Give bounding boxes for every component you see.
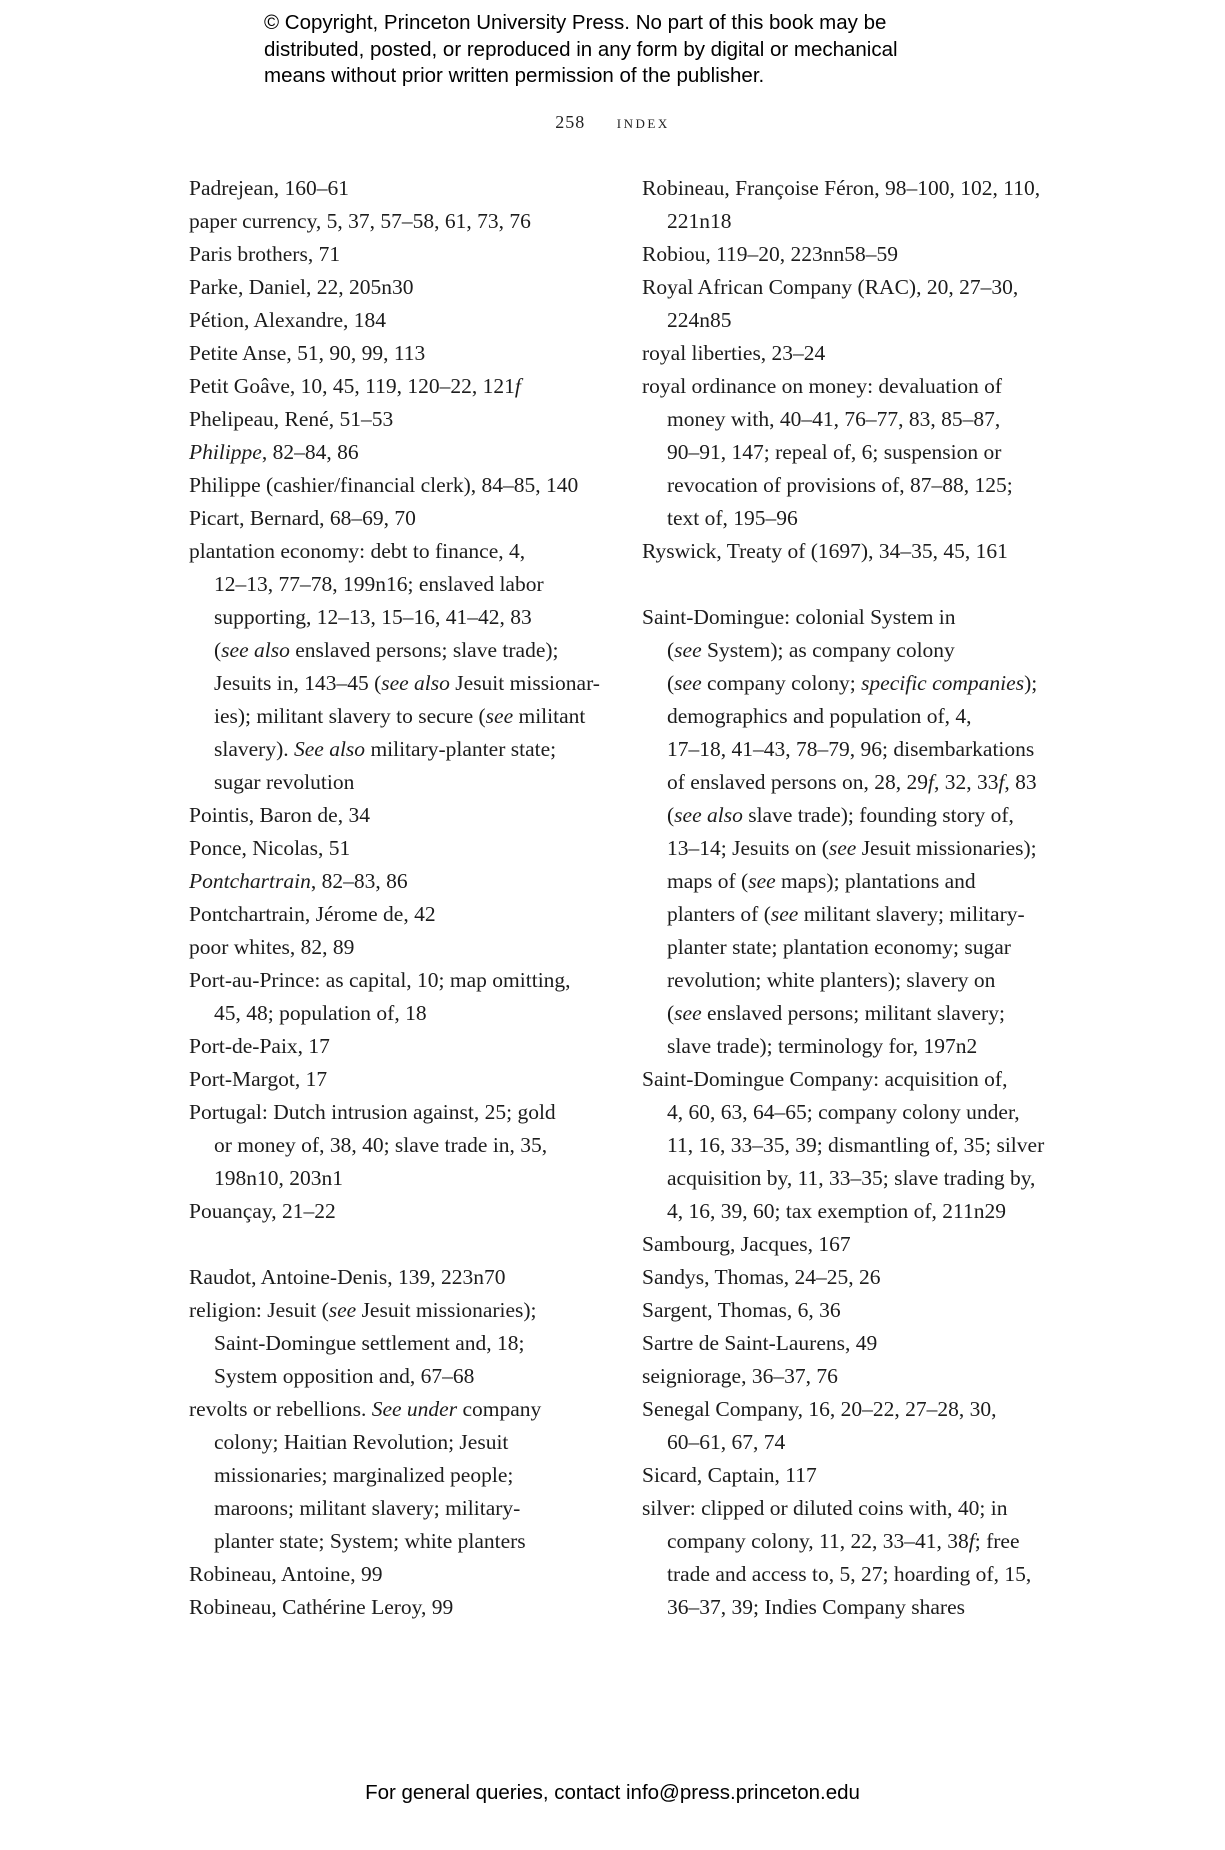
entry-text: 12–13, 77–78, 199n16; enslaved labor <box>214 572 544 596</box>
entry-text: Pontchartrain, Jérome de, 42 <box>189 902 436 926</box>
entry-text: royal ordinance on money: devaluation of <box>642 374 1003 398</box>
entry-text: , 82–83, 86 <box>310 869 408 893</box>
entry-line <box>642 766 1072 799</box>
entry-text: trade and access to, 5, 27; hoarding of, 15, <box>667 1562 1032 1586</box>
italic-text: See under <box>371 1397 458 1421</box>
index-section <box>642 172 1072 568</box>
entry-text: missionaries; marginalized people; <box>214 1463 514 1487</box>
index-entry <box>642 1228 1072 1261</box>
italic-text: see <box>828 836 857 860</box>
entry-line <box>189 1426 619 1459</box>
entry-line <box>642 1327 1072 1360</box>
entry-line <box>642 1195 1072 1228</box>
entry-text: royal liberties, 23–24 <box>642 341 826 365</box>
entry-text: 45, 48; population of, 18 <box>214 1001 427 1025</box>
entry-text: Phelipeau, René, 51–53 <box>189 407 394 431</box>
entry-text: Sargent, Thomas, 6, 36 <box>642 1298 841 1322</box>
entry-text: 11, 16, 33–35, 39; dismantling of, 35; silver <box>667 1133 1045 1157</box>
entry-text: Senegal Company, 16, 20–22, 27–28, 30, <box>642 1397 997 1421</box>
entry-text: Robineau, Antoine, 99 <box>189 1562 383 1586</box>
entry-line <box>642 865 1072 898</box>
index-entry <box>642 238 1072 271</box>
entry-text: ; free <box>974 1529 1020 1553</box>
entry-line <box>642 898 1072 931</box>
entry-line <box>642 1459 1072 1492</box>
entry-line <box>642 1096 1072 1129</box>
index-section <box>642 601 1072 1624</box>
index-entry <box>642 1327 1072 1360</box>
entry-text: Pétion, Alexandre, 184 <box>189 308 387 332</box>
entry-text: plantation economy: debt to finance, 4, <box>189 539 526 563</box>
entry-text: money with, 40–41, 76–77, 83, 85–87, <box>667 407 1001 431</box>
entry-text: Jesuit missionaries); <box>356 1298 537 1322</box>
entry-text: company colony, 11, 22, 33–41, 38 <box>667 1529 969 1553</box>
index-entry <box>189 535 619 799</box>
entry-text: Sartre de Saint-Laurens, 49 <box>642 1331 878 1355</box>
index-entry <box>189 1261 619 1294</box>
italic-text: f <box>968 1529 975 1553</box>
entry-text: or money of, 38, 40; slave trade in, 35, <box>214 1133 548 1157</box>
entry-line <box>642 370 1072 403</box>
entry-line <box>189 502 619 535</box>
entry-line <box>189 1327 619 1360</box>
entry-text: Philippe (cashier/financial clerk), 84–85, 140 <box>189 473 579 497</box>
index-entry <box>189 1195 619 1228</box>
footer-contact: For general queries, contact info@press.princeton.edu <box>365 1781 860 1804</box>
index-entry <box>189 271 619 304</box>
entry-line <box>189 1459 619 1492</box>
entry-text: 224n85 <box>667 308 732 332</box>
entry-text: slave trade); terminology for, 197n2 <box>667 1034 978 1058</box>
entry-text: ies); militant slavery to secure ( <box>214 704 486 728</box>
entry-text: Saint-Domingue Company: acquisition of, <box>642 1067 1008 1091</box>
entry-line <box>642 931 1072 964</box>
entry-text: text of, 195–96 <box>667 506 798 530</box>
entry-text: Paris brothers, 71 <box>189 242 341 266</box>
entry-text: Sicard, Captain, 117 <box>642 1463 817 1487</box>
entry-text: , 83 <box>1004 770 1037 794</box>
entry-line <box>189 271 619 304</box>
entry-text: military-planter state; <box>365 737 557 761</box>
entry-text: maps); plantations and <box>775 869 976 893</box>
entry-text: Robineau, Françoise Féron, 98–100, 102, 110, <box>642 176 1041 200</box>
entry-line <box>189 172 619 205</box>
entry-text: ( <box>667 803 675 827</box>
entry-line <box>189 469 619 502</box>
index-section <box>189 1261 619 1624</box>
entry-text: System opposition and, 67–68 <box>214 1364 475 1388</box>
entry-text: 17–18, 41–43, 78–79, 96; disembarkations <box>667 737 1035 761</box>
entry-line <box>642 1525 1072 1558</box>
page-number: 258 <box>555 112 586 132</box>
entry-text: 90–91, 147; repeal of, 6; suspension or <box>667 440 1002 464</box>
entry-text: Robineau, Cathérine Leroy, 99 <box>189 1595 454 1619</box>
entry-line <box>642 1591 1072 1624</box>
entry-line <box>189 799 619 832</box>
entry-line <box>642 1162 1072 1195</box>
entry-text: , 82–84, 86 <box>261 440 359 464</box>
entry-text: acquisition by, 11, 33–35; slave trading by, <box>667 1166 1036 1190</box>
entry-text: planters of ( <box>667 902 771 926</box>
entry-line <box>189 1558 619 1591</box>
entry-text: ( <box>667 671 675 695</box>
entry-line <box>642 502 1072 535</box>
entry-line <box>642 1558 1072 1591</box>
entry-line <box>189 931 619 964</box>
entry-text: ( <box>214 638 222 662</box>
entry-text: Royal African Company (RAC), 20, 27–30, <box>642 275 1019 299</box>
entry-line <box>642 1426 1072 1459</box>
index-entry <box>642 1261 1072 1294</box>
entry-line <box>189 964 619 997</box>
italic-text: Philippe <box>189 440 262 464</box>
index-entry <box>189 403 619 436</box>
italic-text: see <box>674 671 702 695</box>
entry-text: Ryswick, Treaty of (1697), 34–35, 45, 161 <box>642 539 1008 563</box>
entry-text: Raudot, Antoine-Denis, 139, 223n70 <box>189 1265 506 1289</box>
entry-text: Portugal: Dutch intrusion against, 25; gold <box>189 1100 556 1124</box>
entry-line <box>189 1063 619 1096</box>
entry-text: maroons; militant slavery; military- <box>214 1496 521 1520</box>
entry-text: Padrejean, 160–61 <box>189 176 350 200</box>
index-entry <box>642 337 1072 370</box>
italic-text: specific companies <box>861 671 1025 695</box>
index-section <box>189 172 619 1228</box>
entry-line <box>189 1162 619 1195</box>
entry-text: Parke, Daniel, 22, 205n30 <box>189 275 414 299</box>
entry-text: ); <box>1024 671 1038 695</box>
italic-text: see <box>485 704 514 728</box>
entry-line <box>189 1525 619 1558</box>
index-entry <box>642 370 1072 535</box>
index-entry <box>189 931 619 964</box>
index-entry <box>189 337 619 370</box>
entry-text: System); as company colony <box>701 638 955 662</box>
index-entry <box>642 1063 1072 1228</box>
index-entry <box>189 370 619 403</box>
entry-line <box>189 667 619 700</box>
entry-text: planter state; plantation economy; sugar <box>667 935 1011 959</box>
entry-text: Petit Goâve, 10, 45, 119, 120–22, 121 <box>189 374 515 398</box>
italic-text: see <box>770 902 799 926</box>
entry-line <box>642 469 1072 502</box>
index-entry <box>189 205 619 238</box>
entry-line <box>642 238 1072 271</box>
entry-line <box>189 832 619 865</box>
index-entry <box>642 1294 1072 1327</box>
entry-text: supporting, 12–13, 15–16, 41–42, 83 <box>214 605 532 629</box>
index-entry <box>189 799 619 832</box>
entry-text: Port-de-Paix, 17 <box>189 1034 330 1058</box>
entry-text: silver: clipped or diluted coins with, 40; in <box>642 1496 1008 1520</box>
index-entry <box>189 865 619 898</box>
entry-text: of enslaved persons on, 28, 29 <box>667 770 928 794</box>
entry-line <box>642 997 1072 1030</box>
index-column-right <box>642 172 1072 1624</box>
entry-line <box>642 1261 1072 1294</box>
entry-line <box>642 1360 1072 1393</box>
entry-text: , 32, 33 <box>933 770 999 794</box>
entry-line <box>189 238 619 271</box>
index-entry <box>189 469 619 502</box>
entry-line <box>642 205 1072 238</box>
entry-line <box>642 601 1072 634</box>
entry-text: Sandys, Thomas, 24–25, 26 <box>642 1265 881 1289</box>
entry-line <box>189 997 619 1030</box>
entry-text: 198n10, 203n1 <box>214 1166 343 1190</box>
entry-line <box>189 1294 619 1327</box>
entry-line <box>189 601 619 634</box>
entry-text: Pointis, Baron de, 34 <box>189 803 370 827</box>
entry-line <box>189 304 619 337</box>
entry-text: slavery). <box>214 737 294 761</box>
entry-line <box>642 1492 1072 1525</box>
entry-text: 4, 16, 39, 60; tax exemption of, 211n29 <box>667 1199 1006 1223</box>
entry-text: colony; Haitian Revolution; Jesuit <box>214 1430 509 1454</box>
copyright-notice <box>264 10 1024 90</box>
entry-line <box>189 1030 619 1063</box>
index-entry <box>189 1558 619 1591</box>
index-entry <box>189 238 619 271</box>
entry-text: 36–37, 39; Indies Company shares <box>667 1595 965 1619</box>
index-entry <box>642 1492 1072 1624</box>
italic-text: see <box>674 1001 702 1025</box>
entry-line <box>642 1030 1072 1063</box>
index-entry <box>642 1360 1072 1393</box>
entry-line <box>189 733 619 766</box>
copyright-line: distributed, posted, or reproduced in any form by digital or mechanical <box>264 37 898 61</box>
index-entry <box>189 832 619 865</box>
entry-text: Picart, Bernard, 68–69, 70 <box>189 506 416 530</box>
entry-line <box>189 1591 619 1624</box>
entry-text: Jesuits in, 143–45 ( <box>214 671 382 695</box>
entry-line <box>189 865 619 898</box>
entry-line <box>642 304 1072 337</box>
entry-text: Port-Margot, 17 <box>189 1067 328 1091</box>
entry-text: company colony; <box>701 671 862 695</box>
entry-text: Jesuit missionaries); <box>856 836 1037 860</box>
entry-line <box>642 667 1072 700</box>
entry-text: religion: Jesuit ( <box>189 1298 329 1322</box>
entry-text: militant slavery; military- <box>798 902 1025 926</box>
index-entry <box>642 601 1072 1063</box>
italic-text: see also <box>674 803 743 827</box>
index-entry <box>189 304 619 337</box>
index-entry <box>189 1294 619 1393</box>
entry-text: seigniorage, 36–37, 76 <box>642 1364 838 1388</box>
italic-text: see <box>674 638 702 662</box>
index-entry <box>189 964 619 1030</box>
entry-line <box>189 1195 619 1228</box>
entry-line <box>189 205 619 238</box>
index-entry <box>189 436 619 469</box>
index-entry <box>189 172 619 205</box>
entry-line <box>189 436 619 469</box>
italic-text: See also <box>294 737 366 761</box>
index-entry <box>189 1393 619 1558</box>
entry-line <box>642 700 1072 733</box>
entry-text: enslaved persons; militant slavery; <box>701 1001 1005 1025</box>
entry-text: ( <box>667 1001 675 1025</box>
italic-text: f <box>998 770 1005 794</box>
index-entry <box>642 172 1072 238</box>
entry-text: Sambourg, Jacques, 167 <box>642 1232 851 1256</box>
entry-line <box>642 337 1072 370</box>
entry-line <box>642 172 1072 205</box>
italic-text: f <box>927 770 934 794</box>
index-entry <box>189 1030 619 1063</box>
entry-line <box>189 1096 619 1129</box>
entry-line <box>642 1228 1072 1261</box>
entry-line <box>642 1393 1072 1426</box>
entry-text: Ponce, Nicolas, 51 <box>189 836 351 860</box>
entry-text: revolts or rebellions. <box>189 1397 372 1421</box>
index-entry <box>189 1096 619 1195</box>
entry-text: enslaved persons; slave trade); <box>289 638 559 662</box>
index-entry <box>642 1393 1072 1459</box>
entry-line <box>642 271 1072 304</box>
italic-text: see <box>748 869 776 893</box>
italic-text: see also <box>381 671 450 695</box>
entry-line <box>189 700 619 733</box>
entry-text: Jesuit missionar- <box>449 671 600 695</box>
entry-line <box>189 1393 619 1426</box>
entry-line <box>189 535 619 568</box>
entry-text: Port-au-Prince: as capital, 10; map omitting, <box>189 968 571 992</box>
italic-text: see <box>328 1298 357 1322</box>
entry-text: paper currency, 5, 37, 57–58, 61, 73, 76 <box>189 209 531 233</box>
entry-text: demographics and population of, 4, <box>667 704 972 728</box>
entry-line <box>189 568 619 601</box>
entry-line <box>642 535 1072 568</box>
entry-line <box>189 337 619 370</box>
entry-line <box>189 898 619 931</box>
entry-line <box>642 832 1072 865</box>
entry-text: Robiou, 119–20, 223nn58–59 <box>642 242 899 266</box>
entry-line <box>642 403 1072 436</box>
index-entry <box>642 271 1072 337</box>
entry-text: 60–61, 67, 74 <box>667 1430 786 1454</box>
index-entry <box>189 898 619 931</box>
entry-text: 4, 60, 63, 64–65; company colony under, <box>667 1100 1020 1124</box>
entry-line <box>189 766 619 799</box>
italic-text: see also <box>221 638 290 662</box>
entry-text: slave trade); founding story of, <box>742 803 1014 827</box>
entry-line <box>642 799 1072 832</box>
entry-line <box>642 634 1072 667</box>
italic-text: f <box>514 374 521 398</box>
entry-text: revocation of provisions of, 87–88, 125; <box>667 473 1013 497</box>
entry-line <box>642 733 1072 766</box>
entry-text: planter state; System; white planters <box>214 1529 526 1553</box>
entry-line <box>642 1129 1072 1162</box>
index-column-left <box>189 172 619 1624</box>
running-head <box>0 112 1225 133</box>
entry-text: Saint-Domingue settlement and, 18; <box>214 1331 525 1355</box>
entry-line <box>189 1492 619 1525</box>
entry-text: militant <box>513 704 586 728</box>
entry-text: 221n18 <box>667 209 732 233</box>
entry-text: Pouançay, 21–22 <box>189 1199 336 1223</box>
entry-line <box>642 1063 1072 1096</box>
index-entry <box>189 1063 619 1096</box>
index-entry <box>189 1591 619 1624</box>
entry-text: Saint-Domingue: colonial System in <box>642 605 956 629</box>
entry-line <box>189 634 619 667</box>
index-entry <box>642 1459 1072 1492</box>
entry-line <box>642 1294 1072 1327</box>
entry-text: sugar revolution <box>214 770 355 794</box>
index-entry <box>189 502 619 535</box>
entry-line <box>189 403 619 436</box>
entry-text: poor whites, 82, 89 <box>189 935 355 959</box>
copyright-line: © Copyright, Princeton University Press. No part of this book may be <box>264 11 887 34</box>
entry-line <box>642 436 1072 469</box>
italic-text: Pontchartrain <box>189 869 311 893</box>
entry-text: 13–14; Jesuits on ( <box>667 836 829 860</box>
entry-text: ( <box>667 638 675 662</box>
entry-line <box>642 964 1072 997</box>
entry-text: maps of ( <box>667 869 749 893</box>
entry-text: Petite Anse, 51, 90, 99, 113 <box>189 341 426 365</box>
index-entry <box>642 535 1072 568</box>
entry-text: company <box>457 1397 542 1421</box>
entry-line <box>189 370 619 403</box>
section-title: index <box>616 112 670 132</box>
copyright-line: means without prior written permission of the publisher. <box>264 64 765 87</box>
entry-line <box>189 1261 619 1294</box>
entry-text: revolution; white planters); slavery on <box>667 968 996 992</box>
entry-line <box>189 1360 619 1393</box>
entry-line <box>189 1129 619 1162</box>
